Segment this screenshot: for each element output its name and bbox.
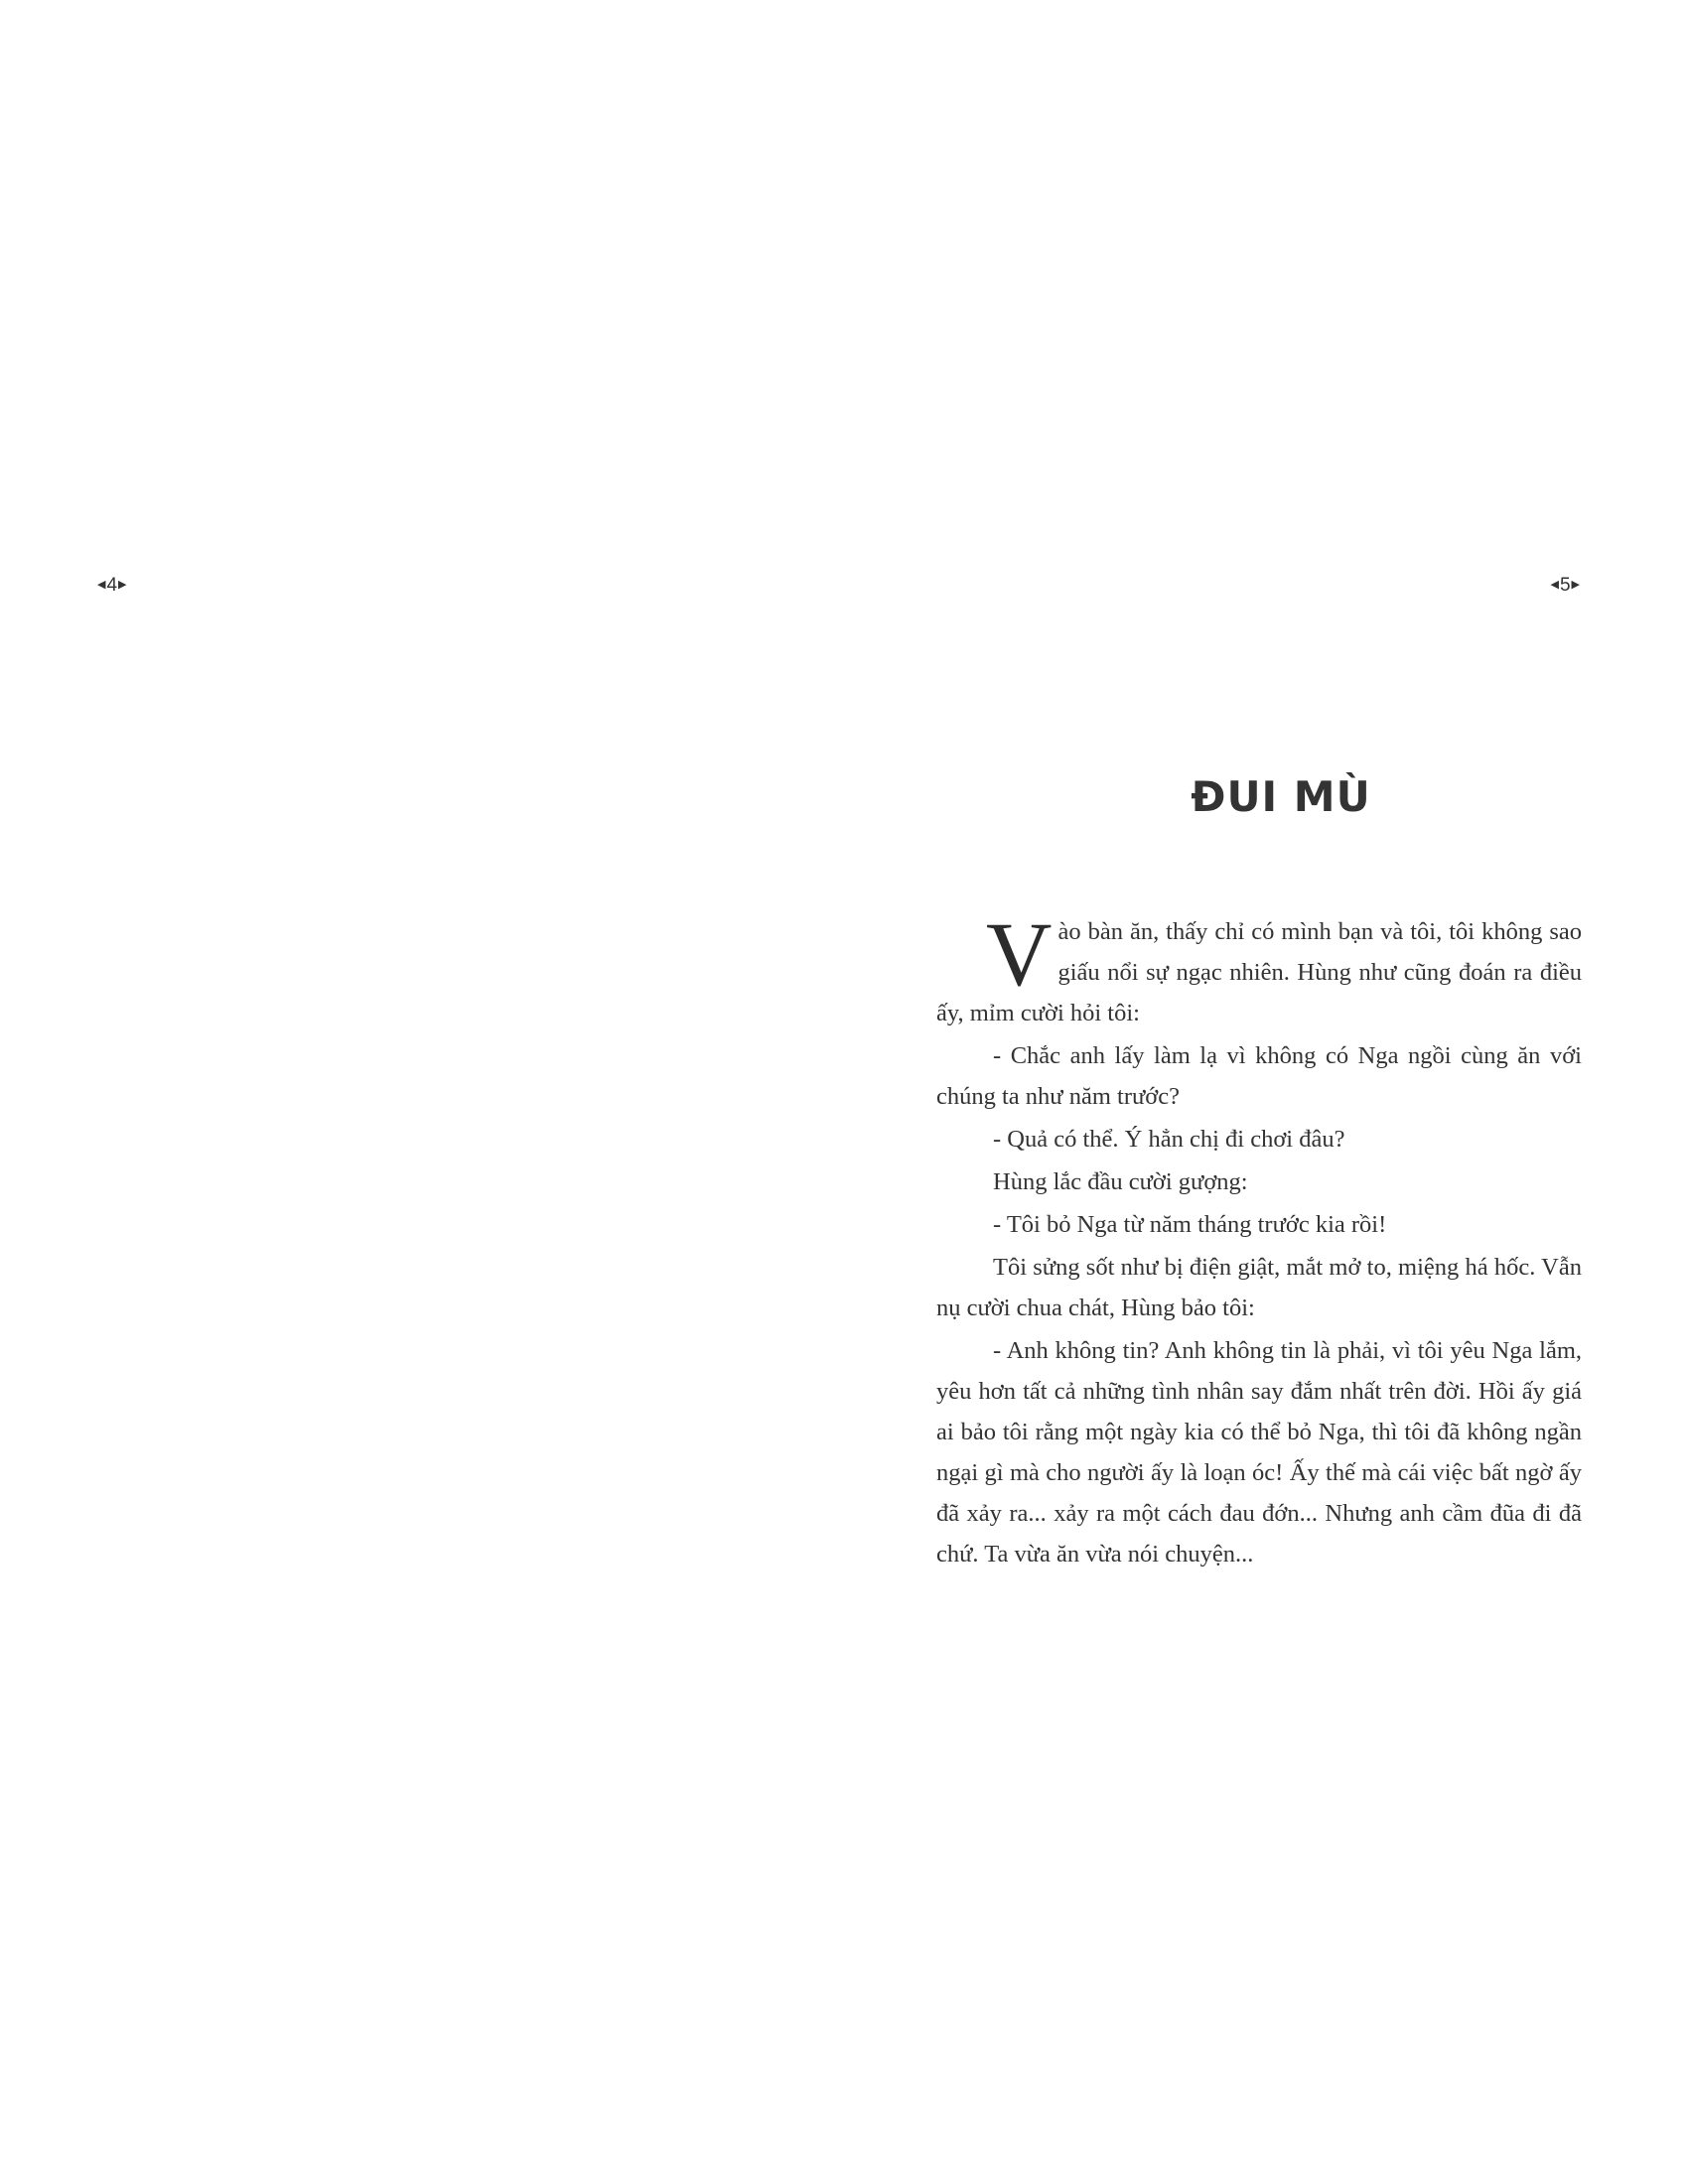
page-number-value: 4 bbox=[106, 575, 118, 596]
page-number-right bbox=[1550, 576, 1580, 595]
drop-cap: V bbox=[986, 903, 1053, 1005]
triangle-right-icon: ▶ bbox=[1571, 579, 1580, 591]
paragraph: - Quả có thể. Ý hẳn chị đi chơi đâu? bbox=[993, 1126, 1345, 1153]
paragraph: - Tôi bỏ Nga từ năm tháng trước kia rồi! bbox=[993, 1211, 1387, 1238]
paragraph: Tôi sửng sốt như bị điện giật, mắt mở to, miệng há hốc. Vẫn nụ cười chua chát, Hùng bảo tôi: bbox=[936, 1254, 1582, 1321]
triangle-left-icon: ◀ bbox=[97, 579, 106, 591]
paragraph: - Chắc anh lấy làm lạ vì không có Nga ngồi cùng ăn với chúng ta như năm trước? bbox=[936, 1042, 1582, 1110]
first-paragraph-text: ào bàn ăn, thấy chỉ có mình bạn và tôi, tôi không sao giấu nổi sự ngạc nhiên. Hùng như cũng đoán ra điều ấy, mỉm cười hỏi tôi: bbox=[936, 918, 1582, 1026]
triangle-right-icon: ▶ bbox=[118, 579, 127, 591]
right-page bbox=[844, 0, 1688, 2184]
body-text bbox=[936, 903, 1582, 1576]
paragraph: Hùng lắc đầu cười gượng: bbox=[993, 1168, 1248, 1195]
page-number-left bbox=[97, 576, 127, 595]
paragraph: - Anh không tin? Anh không tin là phải, vì tôi yêu Nga lắm, yêu hơn tất cả những tình nhân say đắm nhất trên đời. Hồi ấy giá ai bảo tôi rằng một ngày kia có thể bỏ Nga, thì tôi đã không ngần ngại gì mà cho người ấy là loạn óc! Ấy thế mà cái việc bất ngờ ấy đã xảy ra... xảy ra một cách đau đớn... Nhưng anh cầm đũa đi đã chứ. Ta vừa ăn vừa nói chuyện... bbox=[936, 1337, 1582, 1568]
page-number-value: 5 bbox=[1559, 575, 1571, 596]
triangle-left-icon: ◀ bbox=[1550, 579, 1559, 591]
first-paragraph bbox=[936, 903, 1582, 1033]
chapter-title: ĐUI MÙ bbox=[1191, 772, 1371, 821]
